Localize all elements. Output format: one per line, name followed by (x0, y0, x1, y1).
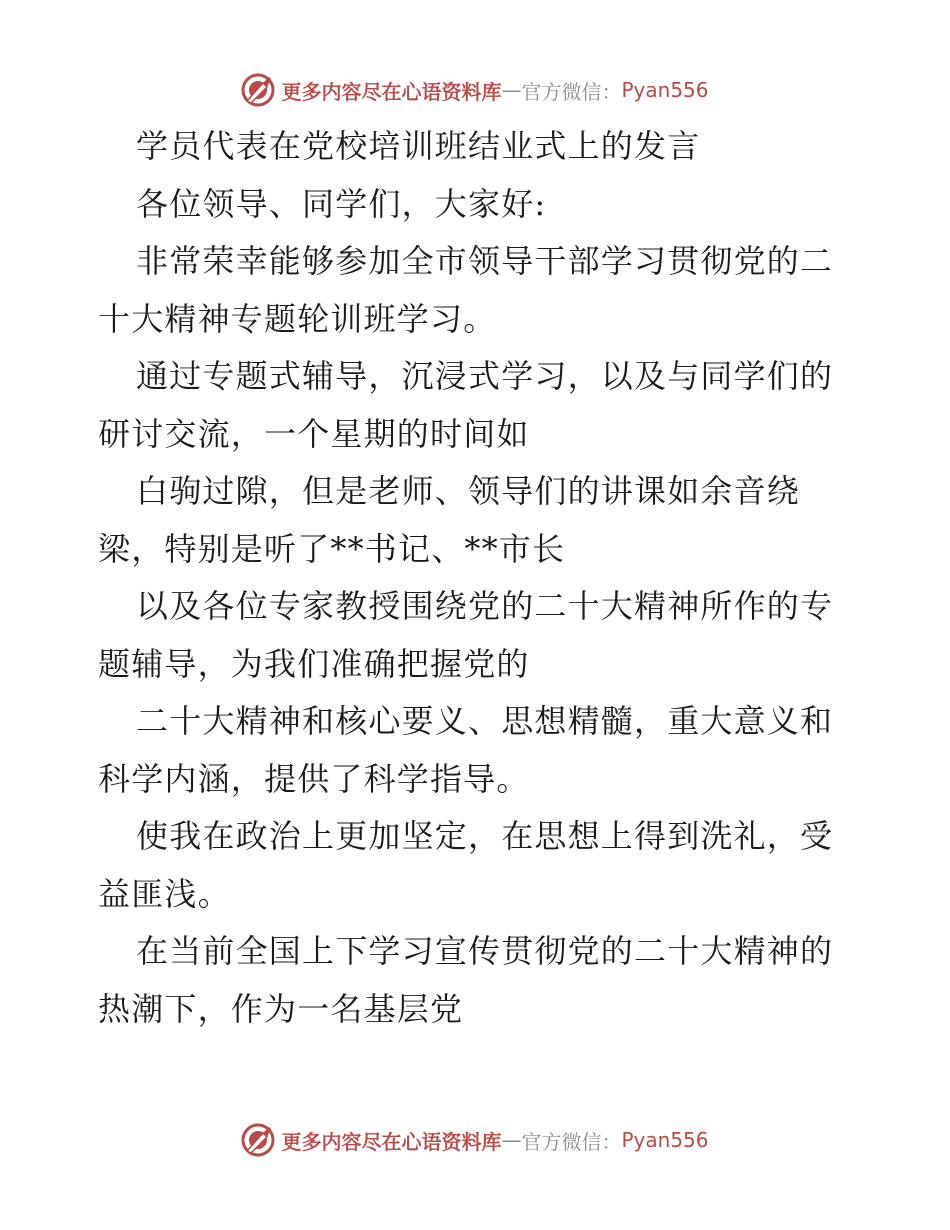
document-title: 学员代表在党校培训班结业式上的发言 (136, 127, 701, 165)
document-greeting: 各位领导、同学们，大家好: (136, 184, 547, 223)
header-banner (0, 70, 950, 110)
paragraph: 二十大精神和核心要义、思想精髓，重大意义和科学内涵，提供了科学指导。 (98, 702, 834, 798)
paragraph: 在当前全国上下学习宣传贯彻党的二十大精神的热潮下，作为一名基层党 (98, 932, 834, 1028)
paragraph: 以及各位专家教授围绕党的二十大精神所作的专题辅导，为我们准确把握党的 (98, 587, 834, 683)
pen-logo-icon (241, 1123, 275, 1157)
document-body (98, 118, 858, 1038)
banner-separator: — (501, 1128, 522, 1152)
banner-brand: 更多内容尽在心语资料库 (281, 79, 502, 104)
banner-wechat-id: Pyan556 (621, 1128, 709, 1152)
paragraph: 使我在政治上更加坚定，在思想上得到洗礼，受益匪浅。 (98, 817, 834, 913)
pen-logo-icon (241, 73, 275, 107)
banner-separator: — (501, 78, 522, 102)
paragraph: 白驹过隙，但是老师、领导们的讲课如余音绕梁，特别是听了**书记、**市长 (98, 472, 801, 568)
paragraph: 通过专题式辅导，沉浸式学习，以及与同学们的研讨交流，一个星期的时间如 (98, 357, 834, 453)
footer-banner (0, 1120, 950, 1160)
banner-brand: 更多内容尽在心语资料库 (281, 1129, 502, 1154)
paragraph: 非常荣幸能够参加全市领导干部学习贯彻党的二十大精神专题轮训班学习。 (98, 242, 834, 338)
banner-wechat-id: Pyan556 (621, 78, 709, 102)
banner-official-label: 官方微信： (521, 79, 622, 104)
banner-official-label: 官方微信： (521, 1129, 622, 1154)
